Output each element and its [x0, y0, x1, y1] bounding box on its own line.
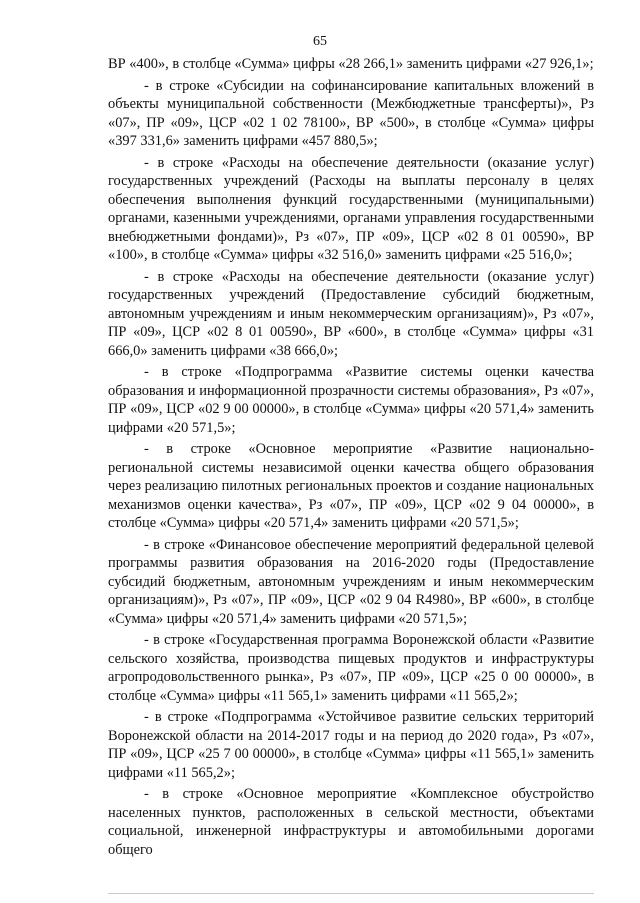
- paragraph-9: - в строке «Подпрограмма «Устойчивое развитие сельских территорий Воронежской области на 2014-2017 годы и на период до 2020 года», Рз «07», ПР «09», ЦСР «25 7 00 00000», в столбце «Сумма» цифры «11 565,1» заменить цифрами «11 565,2»;: [108, 709, 598, 781]
- paragraph-1: ВР «400», в столбце «Сумма» цифры «28 266,1» заменить цифрами «27 926,1»;: [108, 56, 594, 72]
- paragraph-2: - в строке «Субсидии на софинансирование капитальных вложений в объекты муниципальной собственности (Межбюджетные трансферты)», Рз «07», ПР «09», ЦСР «02 1 02 78100», ВР «500», в столбце «Сумма» цифры «397 331,6» заменить цифрами «457 880,5»;: [108, 77, 598, 149]
- paragraph-3: - в строке «Расходы на обеспечение деятельности (оказание услуг) государственных учреждений (Расходы на выплаты персоналу в целях обеспечения выполнения функций государственными (муниципальными) органами, казенными учреждениями, органами управления государственными внебюджетными фондами)», Рз «07», ПР «09», ЦСР «02 8 01 00590», ВР «100», в столбце «Сумма» цифры «32 516,0» заменить цифрами «25 516,0»;: [108, 154, 598, 263]
- paragraph-10: - в строке «Основное мероприятие «Комплексное обустройство населенных пунктов, расположенных в сельской местности, объектами социальной, инженерной инфраструктуры и автомобильными дорогами общего: [108, 786, 598, 858]
- page-number: 65: [313, 34, 327, 49]
- page-bottom-divider: [108, 893, 594, 894]
- paragraph-8: - в строке «Государственная программа Воронежской области «Развитие сельского хозяйства, производства пищевых продуктов и инфраструктуры агропродовольственного рынка», Рз «07», ПР «09», ЦСР «25 0 00 00000», в столбце «Сумма» цифры «11 565,1» заменить цифрами «11 565,2»;: [108, 632, 598, 704]
- paragraph-4: - в строке «Расходы на обеспечение деятельности (оказание услуг) государственных учреждений (Предоставление субсидий бюджетным, автономным учреждениям и иным некоммерческим организациям)», Рз «07», ПР «09», ЦСР «02 8 01 00590», ВР «600», в столбце «Сумма» цифры «31 666,0» заменить цифрами «38 666,0»;: [108, 268, 598, 359]
- paragraph-7: - в строке «Финансовое обеспечение мероприятий федеральной целевой программы развития образования на 2016-2020 годы (Предоставление субсидий бюджетным, автономным учреждениям и иным некоммерческим организациям)», Рз «07», ПР «09», ЦСР «02 9 04 R4980», ВР «600», в столбце «Сумма» цифры «20 571,4» заменить цифрами «20 571,5»;: [108, 536, 598, 627]
- paragraph-5: - в строке «Подпрограмма «Развитие системы оценки качества образования и информационной прозрачности системы образования», Рз «07», ПР «09», ЦСР «02 9 00 00000», в столбце «Сумма» цифры «20 571,4» заменить цифрами «20 571,5»;: [108, 364, 598, 436]
- paragraph-6: - в строке «Основное мероприятие «Развитие национально-региональной системы независимой оценки качества общего образования через реализацию пилотных региональных проектов и создание национальных механизмов оценки качества», Рз «07», ПР «09», ЦСР «02 9 04 00000», в столбце «Сумма» цифры «20 571,4» заменить цифрами «20 571,5»;: [108, 441, 598, 531]
- document-body: [108, 55, 598, 862]
